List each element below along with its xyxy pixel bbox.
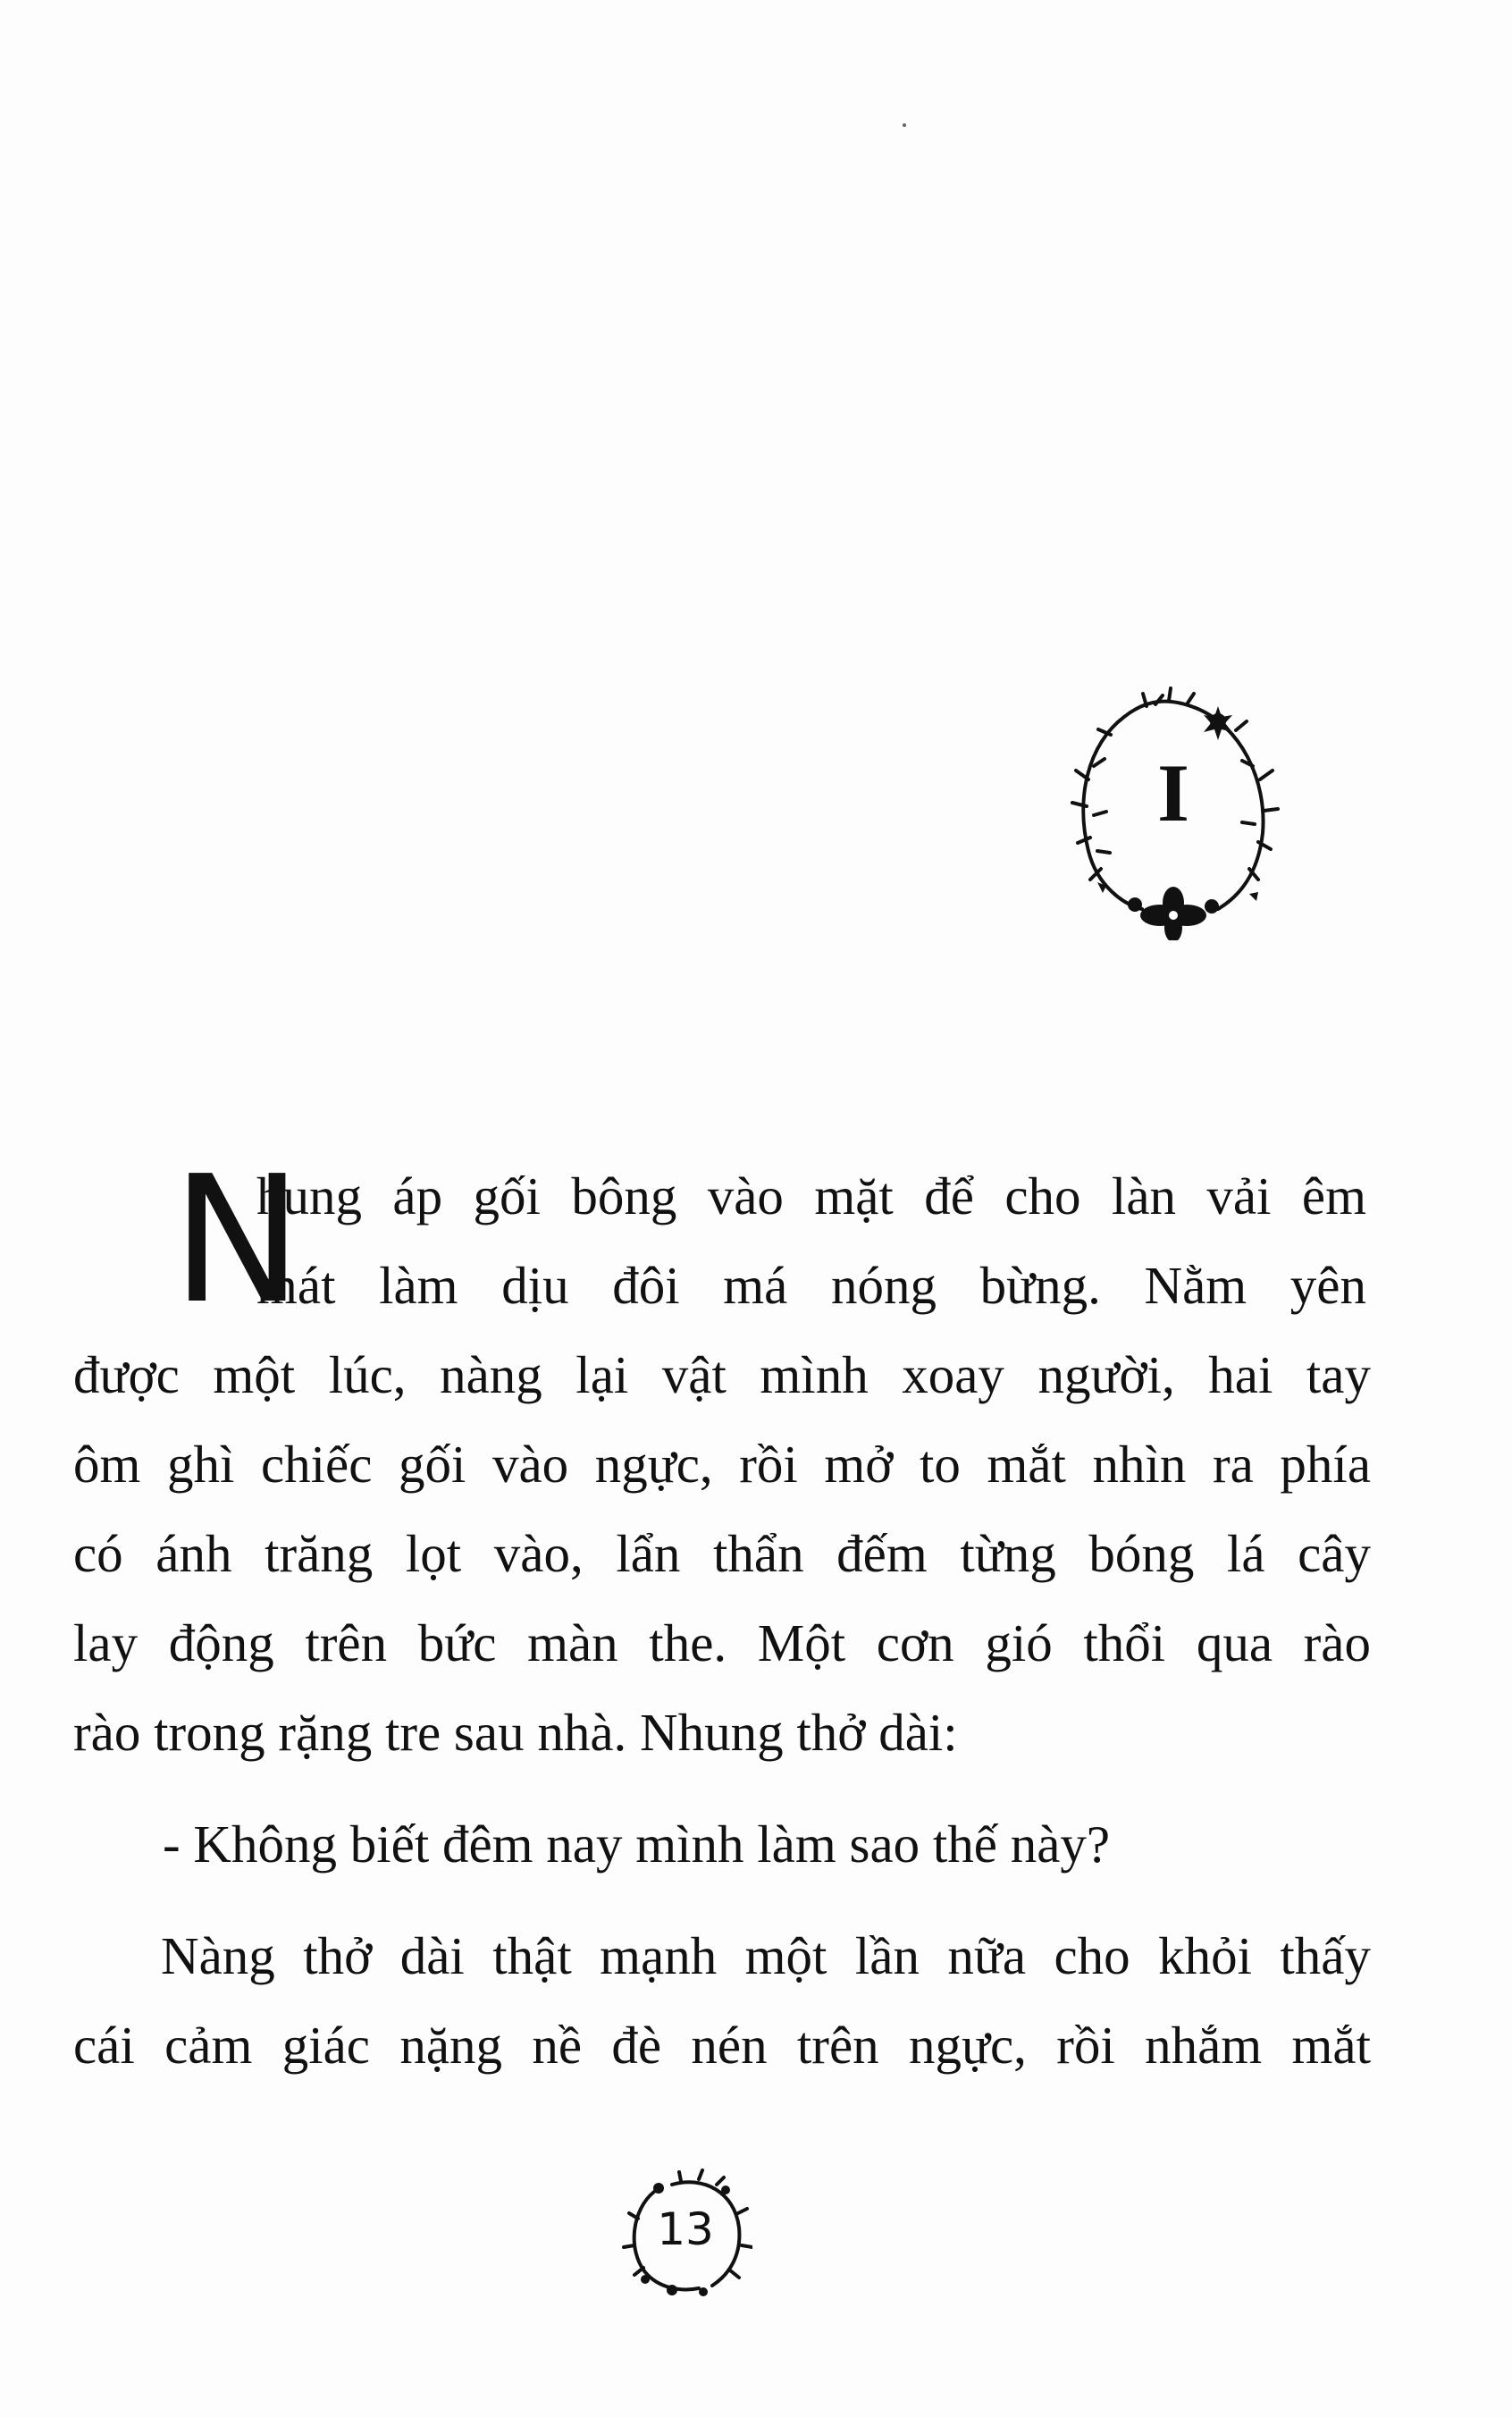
page-footer [618, 2165, 752, 2299]
paragraph-line: lay động trên bức màn the. Một cơn gió thổi qua rào [73, 1613, 1371, 1672]
drop-cap: N [172, 1139, 303, 1343]
page-number: 13 [657, 2203, 714, 2255]
paragraph-line: được một lúc, nàng lại vật mình xoay người, hai tay [73, 1345, 1371, 1404]
paragraph-line: mát làm dịu đôi má nóng bừng. Nằm yên [256, 1256, 1366, 1315]
chapter-heading [1062, 681, 1285, 940]
dialogue-line: - Không biết đêm nay mình làm sao thế này? [163, 1815, 1111, 1874]
paragraph-line: hung áp gối bông vào mặt để cho làn vải êm [256, 1166, 1366, 1225]
paragraph-line: rào trong rặng tre sau nhà. Nhung thở dài: [73, 1703, 958, 1762]
body-text [73, 1139, 1371, 2075]
paragraph-line: ôm ghì chiếc gối vào ngực, rồi mở to mắt nhìn ra phía [73, 1435, 1371, 1494]
opening-paragraph [73, 1139, 1371, 1777]
paragraph-line: Nàng thở dài thật mạnh một lần nữa cho khỏi thấy [161, 1926, 1371, 1985]
paragraph-line: cái cảm giác nặng nề đè nén trên ngực, rồi nhắm mắt [73, 2016, 1371, 2075]
scan-speck [903, 123, 906, 127]
paragraph-line: có ánh trăng lọt vào, lẩn thẩn đếm từng bóng lá cây [73, 1524, 1371, 1583]
chapter-number: I [1157, 747, 1189, 838]
